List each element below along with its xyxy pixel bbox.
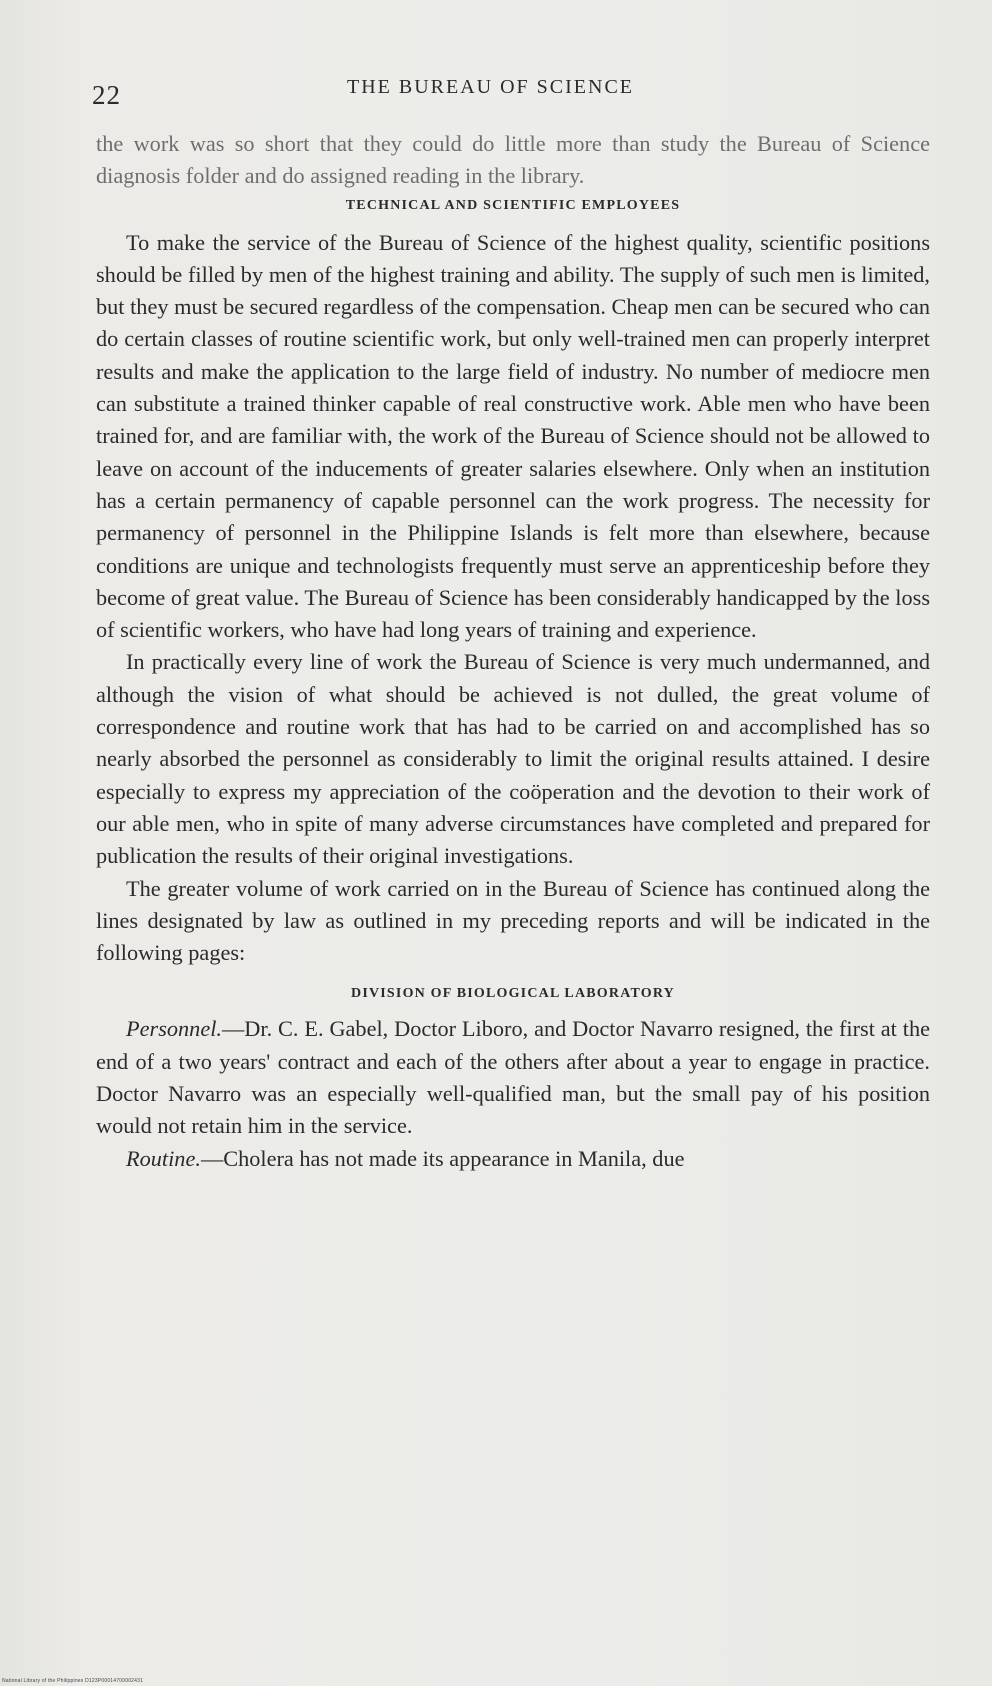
page-body [96,128,930,1175]
paragraph-personnel [96,1013,930,1142]
page-header [92,76,932,116]
personnel-text: —Dr. C. E. Gabel, Doctor Liboro, and Doctor Navarro resigned, the first at the end of a two years' contract and each of the others after about a year to engage in practice. Doctor Navarro was an especially well-qualified man, but the small pay of his position would not retain him in the service. [96,1016,930,1139]
paragraph-greater-volume: The greater volume of work carried on in the Bureau of Science has continued along the lines designated by law as outlined in my preceding reports and will be indicated in the following pages: [96,875,930,966]
routine-label: Routine. [126,1145,201,1171]
section-heading-biological-laboratory: DIVISION OF BIOLOGICAL LABORATORY [351,986,675,1002]
paragraph-service-quality: To make the service of the Bureau of Science of the highest quality, scientific positions should be filled by men of the highest training and ability. The supply of such men is limited, but they must be secured regardless of the compensation. Cheap men can be secured who can do certain classes of routine scientific work, but only well-trained men can properly interpret results and make the application to the large field of industry. No number of mediocre men can substitute a trained thinker capable of real constructive work. Able men who have been trained for, and are familiar with, the work of the Bureau of Science should not be allowed to leave on account of the inducements of greater salaries elsewhere. Only when an institution has a certain permanency of capable personnel can the work progress. The necessity for permanency of personnel in the Philippine Islands is felt more than elsewhere, because conditions are unique and technologists frequently must serve an apprenticeship before they become of great value. The Bureau of Science has been considerably handicapped by the loss of scientific workers, who have had long years of training and experience. [96,229,930,643]
personnel-label: Personnel. [126,1016,222,1042]
paragraph-routine [96,1143,930,1175]
page-number: 22 [92,80,121,110]
running-title: THE BUREAU OF SCIENCE [347,76,635,98]
routine-text: —Cholera has not made its appearance in Manila, due [200,1145,685,1171]
library-stamp: National Library of the Philippines D123P00014700002431 [2,1678,144,1684]
intro-paragraph: the work was so short that they could do little more than study the Bureau of Science diagnosis folder and do assigned reading in the library. [96,131,930,189]
paragraph-undermanned: In practically every line of work the Bureau of Science is very much undermanned, and although the vision of what should be achieved is not dulled, the great volume of correspondence and routine work that has had to be carried on and accomplished has so nearly absorbed the personnel as considerably to limit the original results attained. I desire especially to express my appreciation of the coöperation and the devotion to their work of our able men, who in spite of many adverse circumstances have completed and prepared for publication the results of their original investigations. [96,649,930,869]
section-heading-technical-employees: TECHNICAL AND SCIENTIFIC EMPLOYEES [345,197,681,213]
